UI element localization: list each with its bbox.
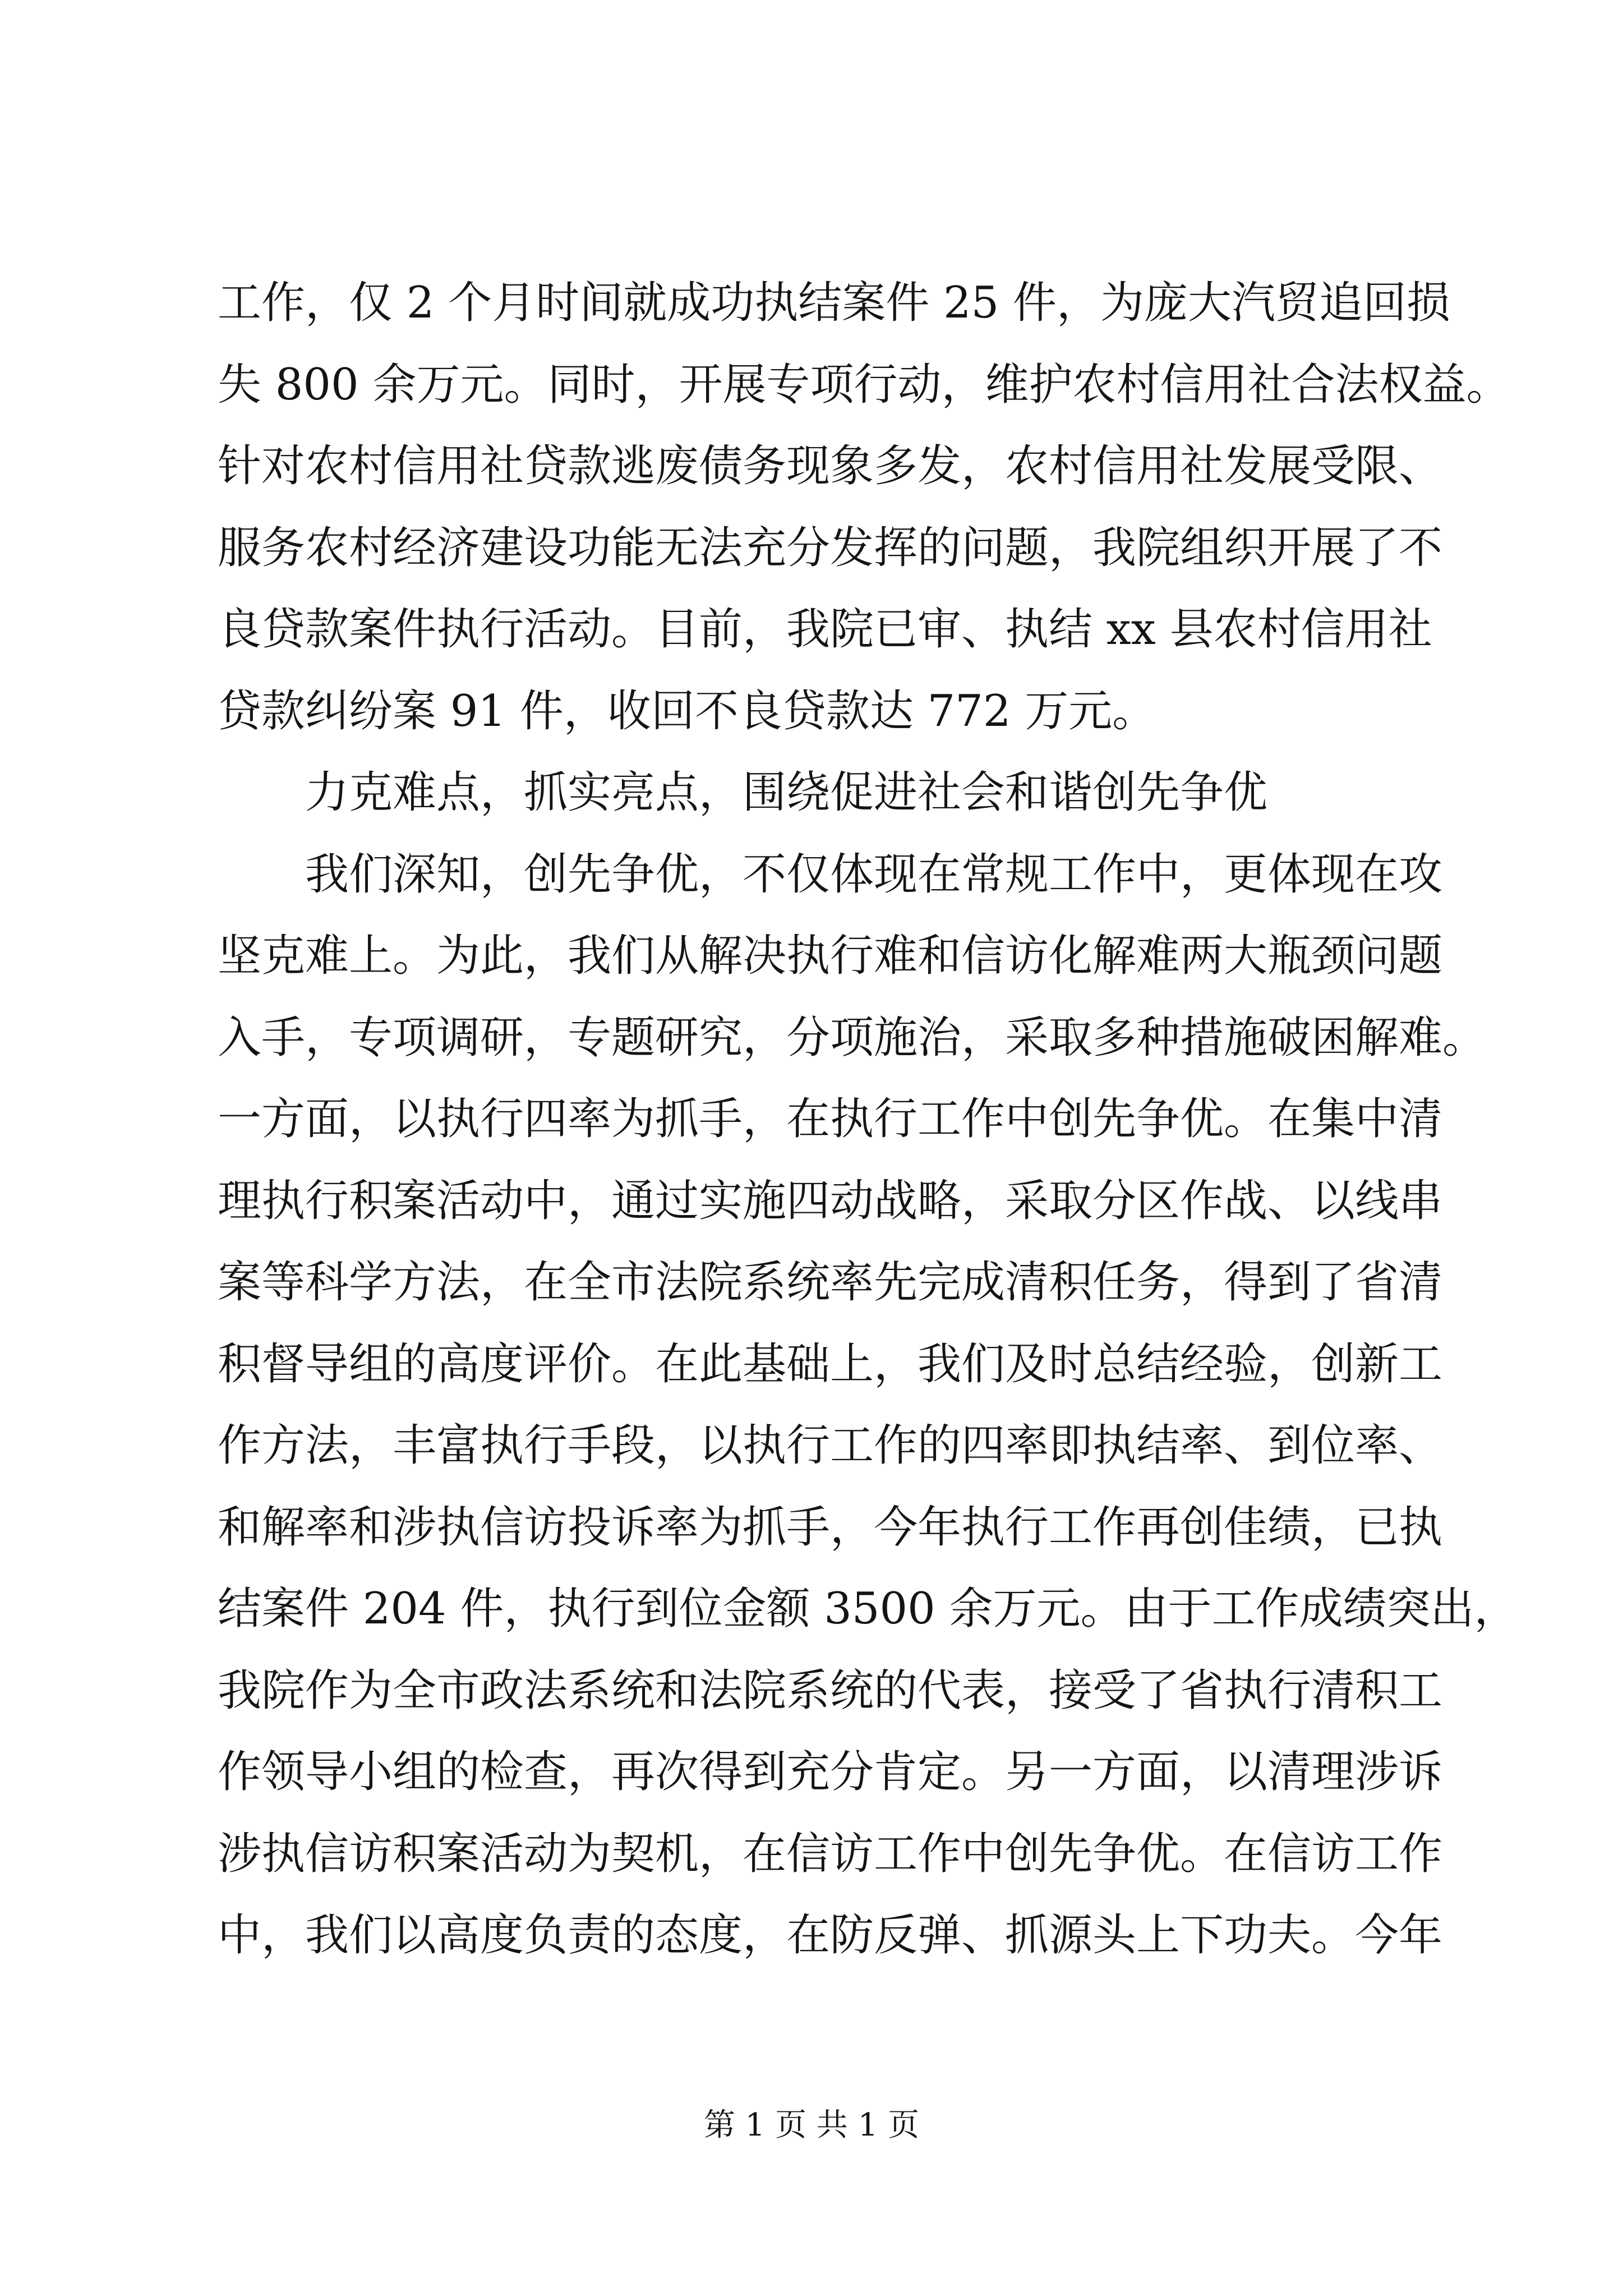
text-line: 中，我们以高度负责的态度，在防反弹、抓源头上下功夫。今年 — [218, 1910, 1443, 1961]
paragraph-first-line: 我们深知，创先争优，不仅体现在常规工作中，更体现在攻 — [305, 849, 1443, 900]
text-line: 工作，仅 2 个月时间就成功执结案件 25 件，为庞大汽贸追回损 — [218, 278, 1451, 328]
text-line: 良贷款案件执行活动。目前，我院已审、执结 xx 县农村信用社 — [218, 604, 1432, 655]
text-line: 失 800 余万元。同时，开展专项行动，维护农村信用社合法权益。 — [218, 359, 1510, 410]
text-line: 一方面，以执行四率为抓手，在执行工作中创先争优。在集中清 — [218, 1094, 1443, 1144]
text-line: 作领导小组的检查，再次得到充分肯定。另一方面，以清理涉诉 — [218, 1747, 1443, 1797]
text-line: 作方法，丰富执行手段，以执行工作的四率即执结率、到位率、 — [218, 1420, 1443, 1471]
document-body — [218, 263, 1518, 1977]
text-line: 结案件 204 件，执行到位金额 3500 余万元。由于工作成绩突出， — [218, 1584, 1518, 1634]
text-line: 积督导组的高度评价。在此基础上，我们及时总结经验，创新工 — [218, 1338, 1443, 1389]
text-line: 和解率和涉执信访投诉率为抓手，今年执行工作再创佳绩，已执 — [218, 1502, 1443, 1553]
text-line: 贷款纠纷案 91 件，收回不良贷款达 772 万元。 — [218, 685, 1156, 737]
text-line: 针对农村信用社贷款逃废债务现象多发，农村信用社发展受限、 — [218, 441, 1443, 491]
text-line: 坚克难上。为此，我们从解决执行难和信访化解难两大瓶颈问题 — [218, 931, 1443, 981]
text-line: 入手，专项调研，专题研究，分项施治，采取多种措施破困解难。 — [218, 1012, 1487, 1063]
text-line: 涉执信访积案活动为契机，在信访工作中创先争优。在信访工作 — [218, 1828, 1443, 1879]
text-line: 我院作为全市政法系统和法院系统的代表，接受了省执行清积工 — [218, 1665, 1443, 1716]
text-line: 理执行积案活动中，通过实施四动战略，采取分区作战、以线串 — [218, 1175, 1443, 1226]
text-line: 服务农村经济建设功能无法充分发挥的问题，我院组织开展了不 — [218, 522, 1443, 573]
page-number-footer: 第 1 页 共 1 页 — [703, 2107, 920, 2143]
section-heading: 力克难点，抓实亮点，围绕促进社会和谐创先争优 — [305, 767, 1268, 818]
text-line: 案等科学方法，在全市法院系统率先完成清积任务，得到了省清 — [218, 1257, 1443, 1308]
